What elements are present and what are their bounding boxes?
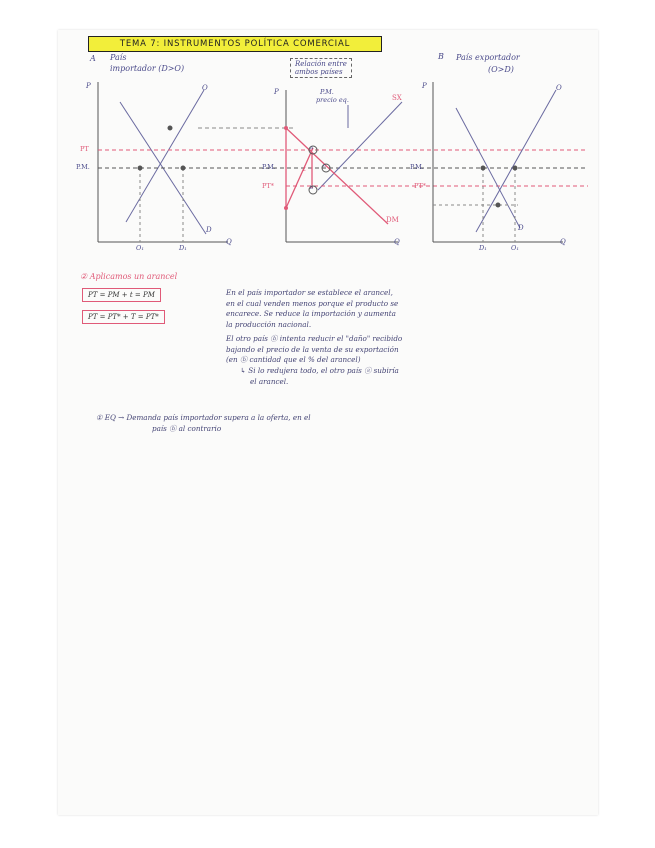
graph-mid-sx: SX — [392, 94, 402, 102]
para1-line: En el país importador se establece el arancel, — [226, 288, 393, 297]
graph-mid-axis-q: Q — [394, 238, 400, 246]
formula-box-2: PT = PT* + T = PT* — [82, 310, 165, 324]
section3-line: ① EQ → Demanda país importador supera a la oferta, en el — [96, 413, 311, 422]
graph-a-price-pm: P.M. — [76, 163, 90, 171]
graph-a-supply-line — [126, 90, 204, 222]
graph-a-label-line2: importador (D>O) — [110, 64, 185, 73]
graph-b-q0: D₁ — [479, 244, 487, 252]
graph-b-price-pm: P.M. — [410, 163, 424, 171]
graph-mid-price-pm: P.M. — [262, 163, 276, 171]
graph-mid-pm-label-line1: P.M. — [320, 88, 334, 96]
relation-box-line2: ambos países — [295, 68, 343, 76]
graph-a-curve-o: O — [202, 84, 208, 92]
graph-b-price-pt-star: PT* — [414, 182, 426, 190]
graph-middle — [284, 90, 588, 242]
section3-note — [96, 413, 311, 434]
graph-b-supply-line — [476, 90, 556, 232]
graph-mid-dm: DM — [386, 216, 399, 224]
graph-b-curve-o: O — [556, 84, 562, 92]
graph-mid-point-c-label: c — [323, 163, 326, 169]
graph-mid-pm-label-line2: precio eq. — [316, 96, 349, 104]
para2-line: El otro país ⓑ intenta reducir el "daño" recibido — [226, 334, 403, 343]
graph-mid-red-top-point — [284, 126, 288, 130]
graph-b-axis-p: P — [422, 82, 427, 90]
para2-line: (en ⓑ cantidad que el % del arancel) — [226, 355, 361, 364]
graph-a-q1: D₁ — [179, 244, 187, 252]
graph-mid-axis-p: P — [274, 88, 279, 96]
para1-line: encarece. Se reduce la importación y aumenta — [226, 309, 396, 318]
section2-paragraph-3 — [240, 366, 399, 387]
graph-b-eq-point — [496, 203, 500, 207]
graph-b-q1: O₁ — [511, 244, 519, 252]
graph-mid-sx-line — [318, 102, 402, 190]
graph-mid-price-pt-star: PT* — [262, 182, 274, 190]
graph-b-demand-point — [481, 166, 485, 170]
graph-b-curve-d: D — [518, 224, 524, 232]
section2-heading: ② Aplicamos un arancel — [80, 272, 178, 281]
section2-paragraph-1 — [226, 288, 398, 330]
graph-mid-red-bottom-point — [284, 206, 288, 210]
graph-a-supply-point — [138, 166, 142, 170]
page-title: TEMA 7: INSTRUMENTOS POLÍTICA COMERCIAL — [88, 36, 382, 52]
graph-b-circle-label: B — [438, 52, 444, 61]
relation-box-line1: Relación entre — [295, 60, 347, 68]
graph-a-circle-label: A — [90, 54, 96, 63]
graph-b-supply-point — [513, 166, 517, 170]
graph-b — [433, 82, 563, 242]
section2-paragraph-2 — [226, 334, 402, 366]
graph-a-price-pt: PT — [80, 145, 89, 153]
graph-a-demand-point — [181, 166, 185, 170]
graph-a-eq-point — [168, 126, 172, 130]
graph-a-label-line1: País — [110, 53, 127, 62]
graph-a-axis-p: P — [86, 82, 91, 90]
graph-mid-dm-line — [286, 128, 388, 224]
graph-mid-red-diagonal — [286, 148, 313, 208]
graph-mid-t: t — [303, 165, 306, 173]
para1-line: la producción nacional. — [226, 319, 312, 329]
formula-box-1: PT = PM + t = PM — [82, 288, 161, 302]
para3-line: ↳ Si lo redujera todo, el otro país ⓐ subiría — [240, 366, 399, 375]
graph-mid-point-b-label: b — [310, 185, 314, 191]
notebook-page — [58, 30, 598, 815]
graph-a-curve-d: D — [206, 226, 212, 234]
para3-line: el arancel. — [250, 376, 289, 386]
graph-a-q0: O₁ — [136, 244, 144, 252]
para1-line: en el cual venden menos porque el producto se — [226, 298, 399, 308]
section3-line: país ⓑ al contrario — [152, 423, 222, 433]
graph-b-axis-q: Q — [560, 238, 566, 246]
graph-b-label-line1: País exportador — [456, 53, 520, 62]
para2-line: bajando el precio de la venta de su exportación — [226, 344, 399, 354]
graph-a-axis-q: Q — [226, 238, 232, 246]
graph-b-label-line2: (O>D) — [488, 65, 514, 74]
graph-mid-point-a-label: a — [310, 145, 313, 151]
